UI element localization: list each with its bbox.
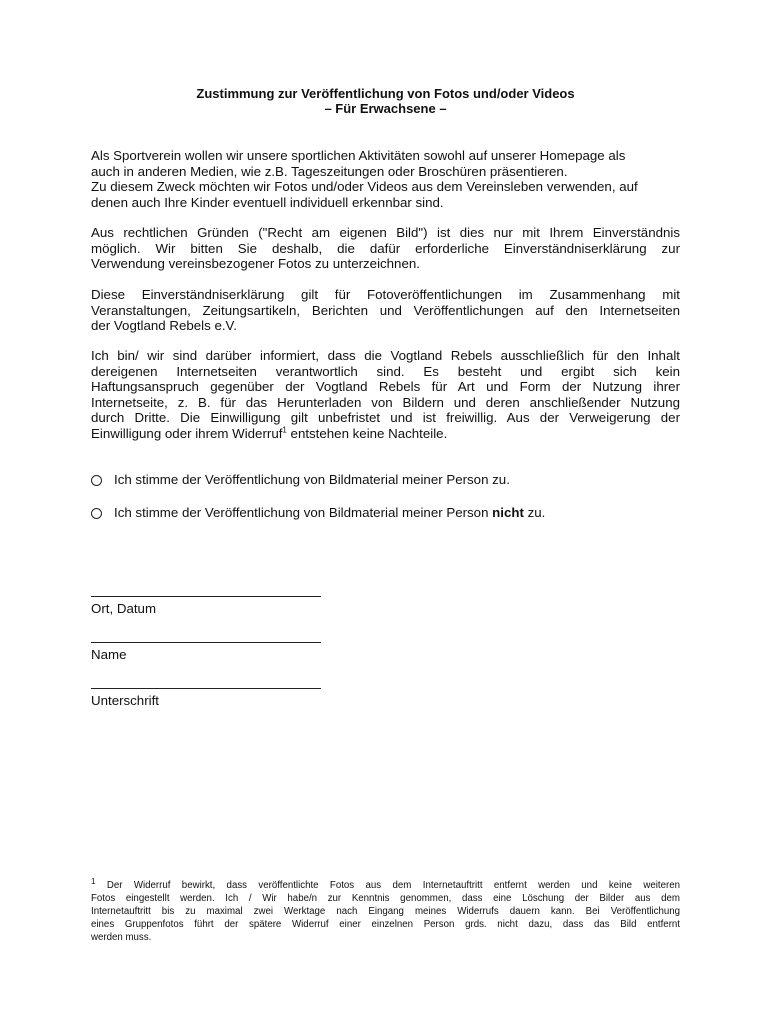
place-date-field[interactable] [91,596,321,617]
signature-field[interactable] [91,688,321,709]
title-line-1: Zustimmung zur Veröffentlichung von Fotos und/oder Videos [196,86,575,101]
place-date-label: Ort, Datum [91,601,157,616]
disagree-radio-icon[interactable] [91,508,102,519]
place-date-line[interactable] [91,596,321,597]
agree-radio-icon[interactable] [91,475,102,486]
legal-line-3: Verwendung vereinsbezogener Fotos zu unterzeichnen. [91,256,420,272]
name-label: Name [91,647,127,662]
info-line-3: Haftungsanspruch gegenüber der Vogtland Rebels für Art und Form der Nutzung ihrer [91,379,680,395]
signature-label: Unterschrift [91,693,159,708]
info-line-1: Ich bin/ wir sind darüber informiert, dass die Vogtland Rebels ausschließlich für den Inhalt [91,348,680,363]
intro-line-4: denen auch Ihre Kinder eventuell individuell erkennbar sind. [91,194,444,210]
legal-line-1: Aus rechtlichen Gründen ("Recht am eigenen Bild") ist dies nur mit Ihrem Einverständnis [91,225,680,240]
disagree-label-text: Ich stimme der Veröffentlichung von Bildmaterial meiner Person [114,505,493,520]
footnote-line-1 [91,876,680,892]
footnote [91,876,680,944]
info-line-5: durch Dritte. Die Einwilligung gilt unbefristet und ist freiwillig. Aus der Verweigerung der [91,410,680,426]
disagree-label [114,505,545,521]
name-line[interactable] [91,642,321,643]
footnote-line-5: werden muss. [91,932,152,943]
info-line-6 [91,426,680,442]
intro-line-2: auch in anderen Medien, wie z.B. Tageszeitungen oder Broschüren präsentieren. [91,163,568,179]
consent-option-disagree[interactable] [91,505,545,521]
legal-paragraph [91,225,680,272]
signature-line[interactable] [91,688,321,689]
info-paragraph [91,348,680,442]
title-line-2: – Für Erwachsene – [324,101,447,116]
footnote-reference: 1 [282,425,287,435]
footnote-line-2: Fotos eingestellt werden. Ich / Wir habe/n zur Kenntnis genommen, dass eine Löschung der Bilder aus dem [91,893,680,904]
agree-label: Ich stimme der Veröffentlichung von Bildmaterial meiner Person zu. [114,472,510,487]
disagree-emphasis: nicht [492,505,524,520]
info-line-6-text-end: entstehen keine Nachteile. [286,425,448,441]
intro-line-1: Als Sportverein wollen wir unsere sportlichen Aktivitäten sowohl auf unserer Homepage als [91,148,626,163]
intro-line-3: Zu diesem Zweck möchten wir Fotos und/oder Videos aus dem Vereinsleben verwenden, auf [91,179,638,195]
footnote-marker: 1 [91,876,96,886]
document-title [91,86,680,116]
legal-line-2: möglich. Wir bitten Sie deshalb, die dafür erforderliche Einverständniserklärung zur [91,240,680,256]
intro-paragraph [91,148,680,210]
consent-option-agree[interactable] [91,472,510,488]
info-line-4: Internetseite, z. B. für das Herunterladen von Bildern und deren anschließender Nutzung [91,394,680,410]
name-field[interactable] [91,642,321,663]
disagree-label-end: zu. [523,505,546,520]
scope-line-1: Diese Einverständniserklärung gilt für Fotoveröffentlichungen im Zusammenhang mit [91,287,680,302]
footnote-line-4: eines Gruppenfotos führt der spätere Widerruf einer einzelnen Person grds. nicht dazu, dass das Bild entfernt [91,919,680,930]
scope-paragraph [91,287,680,334]
footnote-line-1-text: Der Widerruf bewirkt, dass veröffentlichte Fotos aus dem Internetauftritt entfernt werden und keine weiteren [95,880,680,891]
scope-line-3: der Vogtland Rebels e.V. [91,318,237,334]
scope-line-2: Veranstaltungen, Zeitungsartikeln, Berichten und Veröffentlichungen auf den Internetseiten [91,302,680,318]
footnote-line-3: Internetauftritt bis zu maximal zwei Werktage nach Eingang meines Widerrufs dauern kann. Bei Veröffentlichung [91,906,680,917]
info-line-6-text: Einwilligung oder ihrem Widerruf [91,425,283,441]
info-line-2: dereigenen Internetseiten verantwortlich sind. Es besteht und ergibt sich kein [91,363,680,379]
